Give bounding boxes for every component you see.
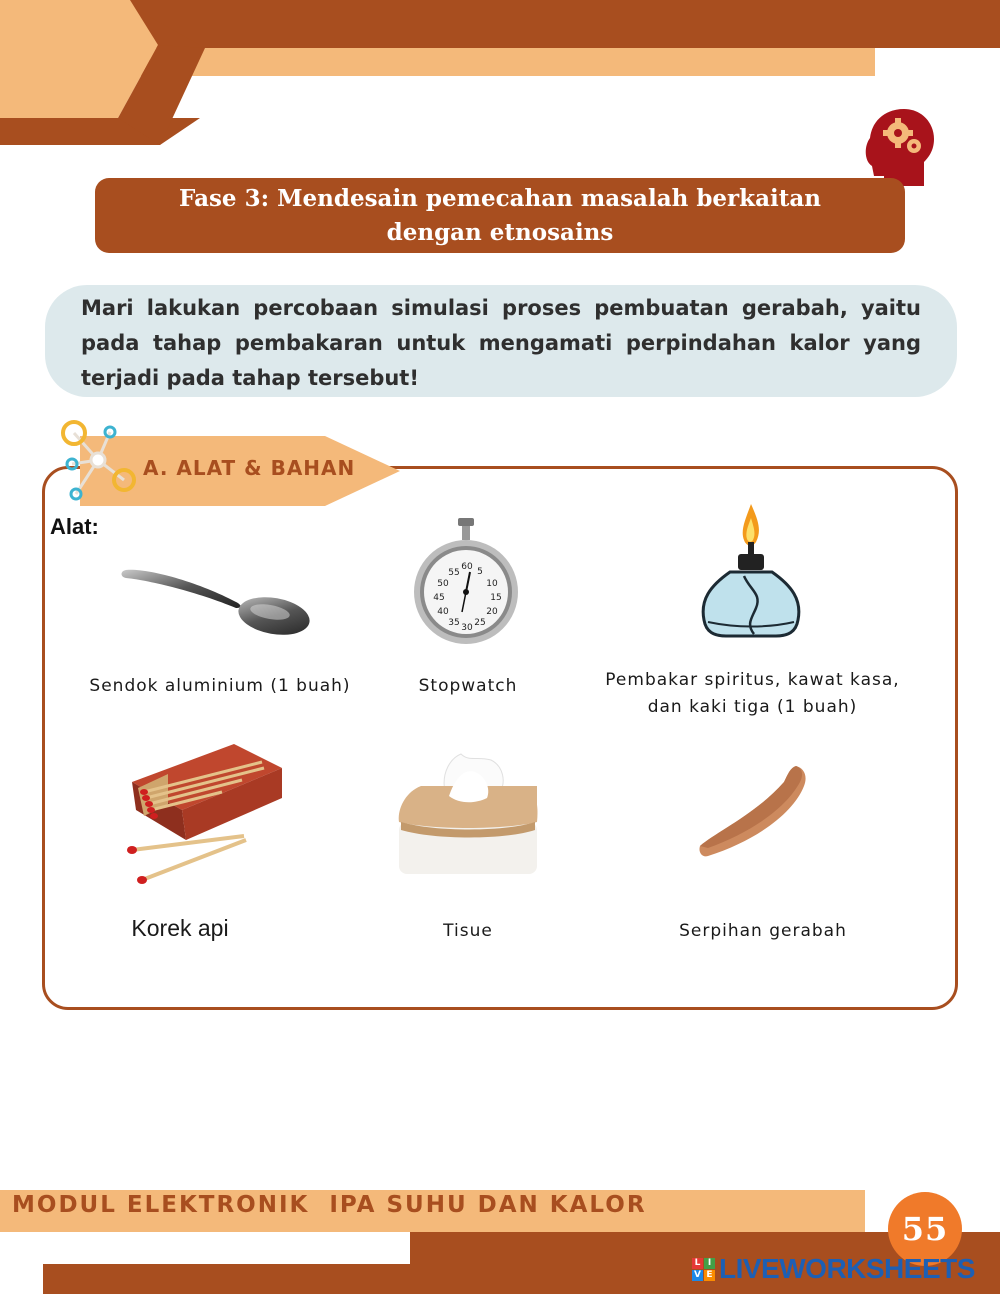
item-label-spoon: Sendok aluminium (1 buah) bbox=[89, 676, 351, 696]
stopwatch-icon bbox=[408, 516, 528, 652]
phase-banner bbox=[95, 178, 905, 253]
dial-num: 55 bbox=[448, 568, 460, 578]
liveworksheets-brand[interactable] bbox=[692, 1253, 975, 1285]
footer-bar-left bbox=[0, 1232, 410, 1264]
dial-num: 20 bbox=[486, 607, 498, 617]
dial-num: 45 bbox=[433, 593, 445, 603]
spoon-icon bbox=[118, 560, 314, 642]
item-label-burner bbox=[590, 667, 915, 721]
logo-letter: L bbox=[692, 1258, 703, 1269]
dial-num: 25 bbox=[474, 618, 486, 628]
item-label-stopwatch: Stopwatch bbox=[418, 676, 518, 696]
footer-title-text: MODUL ELEKTRONIK IPA SUHU DAN KALOR bbox=[12, 1192, 647, 1218]
liveworksheets-text: LIVEWORKSHEETS bbox=[719, 1253, 975, 1284]
dial-num: 60 bbox=[461, 562, 473, 572]
dial-num: 35 bbox=[448, 618, 460, 628]
logo-letter: E bbox=[704, 1270, 715, 1281]
spirit-burner-icon bbox=[696, 500, 806, 644]
dial-num: 50 bbox=[437, 579, 449, 589]
tissue-box-icon bbox=[395, 752, 541, 878]
dial-num: 15 bbox=[490, 593, 502, 603]
item-label-matches: Korek api bbox=[131, 915, 229, 941]
item-label-burner-line2: dan kaki tiga (1 buah) bbox=[647, 697, 858, 717]
network-icon bbox=[58, 418, 140, 504]
phase-banner-line1: Fase 3: Mendesain pemecahan masalah berkaitan bbox=[179, 184, 821, 212]
item-label-burner-line1: Pembakar spiritus, kawat kasa, bbox=[605, 670, 900, 690]
footer-title bbox=[12, 1192, 647, 1218]
section-title: A. ALAT & BAHAN bbox=[143, 456, 356, 480]
item-label-tissue: Tisue bbox=[443, 921, 493, 941]
dial-num: 5 bbox=[477, 567, 483, 577]
item-label-pottery: Serpihan gerabah bbox=[679, 921, 847, 941]
dial-num: 30 bbox=[461, 623, 473, 633]
matches-icon bbox=[122, 740, 286, 890]
head-gears-icon bbox=[862, 106, 936, 188]
page-number: 55 bbox=[888, 1192, 962, 1266]
logo-letter: I bbox=[704, 1258, 715, 1269]
intro-box bbox=[45, 285, 957, 397]
logo-letter: V bbox=[692, 1270, 703, 1281]
intro-text: Mari lakukan percobaan simulasi proses pembuatan gerabah, yaitu pada tahap pembakaran untuk mengamati perpindahan kalor yang terjadi pada tahap tersebut! bbox=[81, 296, 921, 390]
tools-label: Alat: bbox=[50, 514, 99, 539]
phase-banner-line2: dengan etnosains bbox=[386, 218, 614, 246]
dial-num: 10 bbox=[486, 579, 498, 589]
dial-num: 40 bbox=[437, 607, 449, 617]
header-decoration bbox=[0, 0, 1000, 150]
pottery-shard-icon bbox=[696, 762, 812, 860]
liveworksheets-logo-icon bbox=[692, 1258, 715, 1281]
